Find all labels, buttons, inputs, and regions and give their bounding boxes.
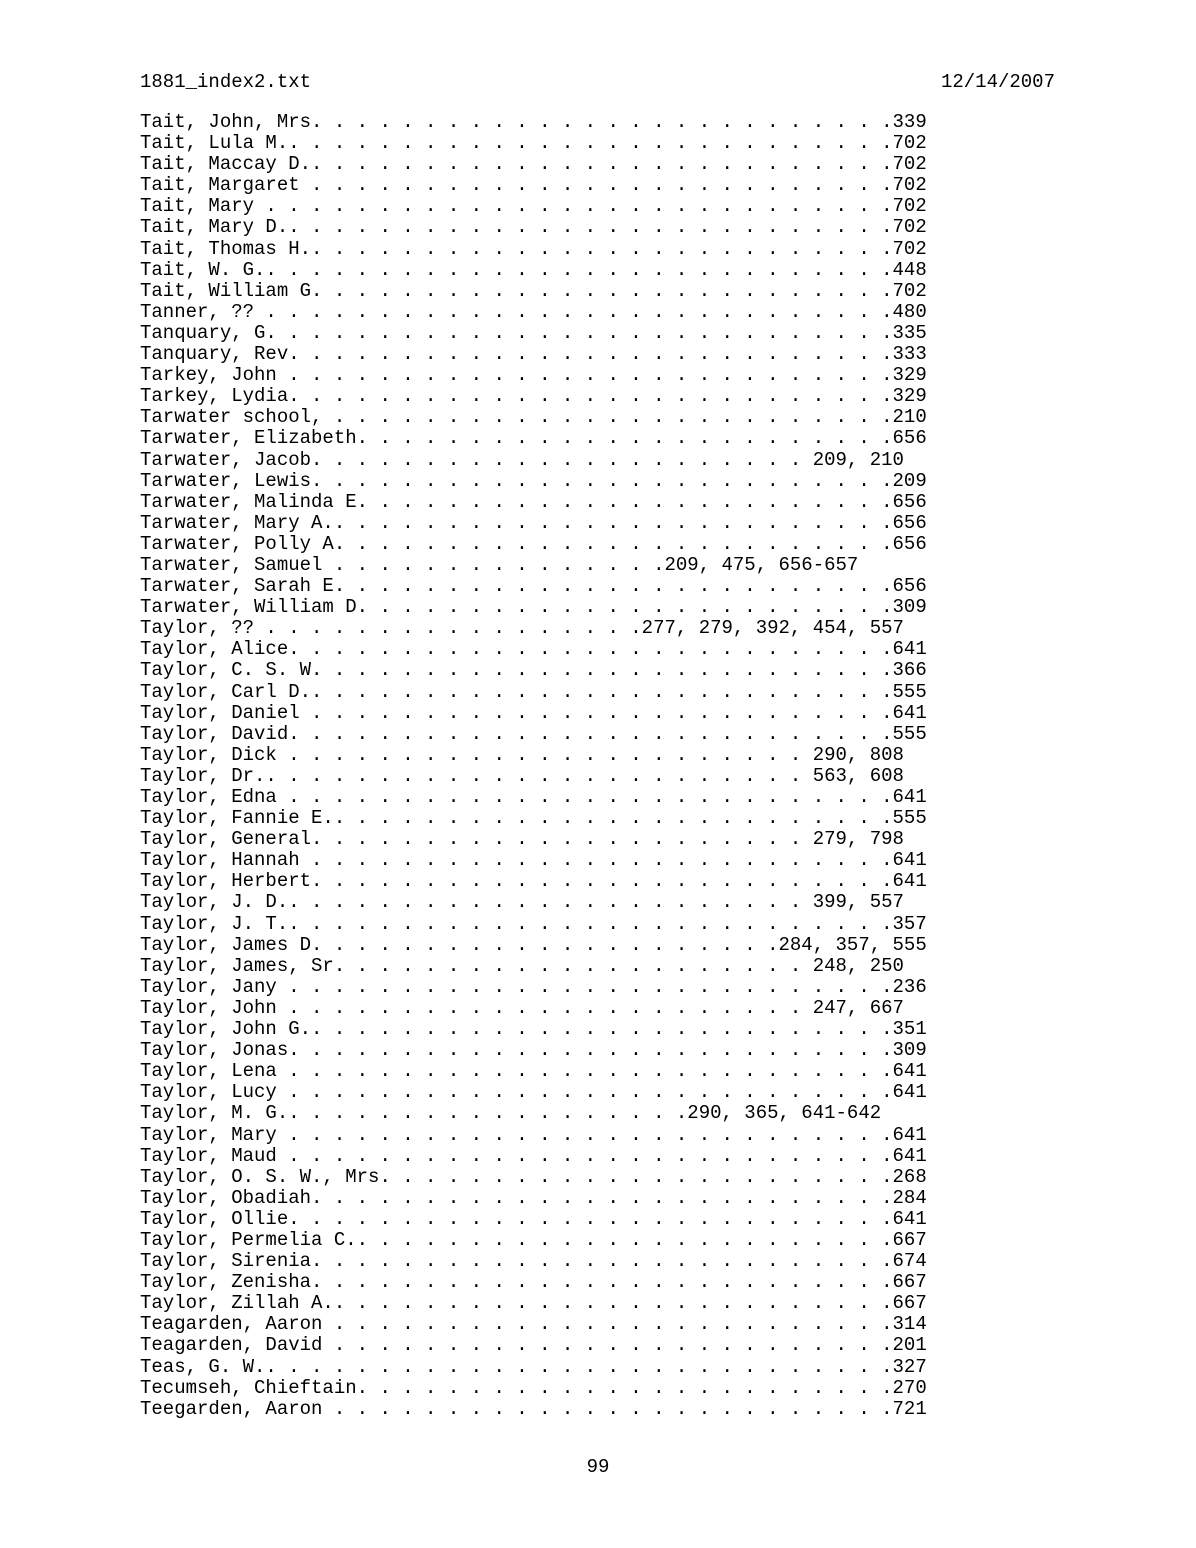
index-entry: Taylor, Sirenia. . . . . . . . . . . . . . . . . . . . . . . . . .674 [140, 1251, 927, 1273]
index-entry: Taylor, Jany . . . . . . . . . . . . . . . . . . . . . . . . . . .236 [140, 976, 927, 998]
index-entry: Taylor, Daniel . . . . . . . . . . . . . . . . . . . . . . . . . .641 [140, 702, 927, 724]
index-entry: Taylor, Maud . . . . . . . . . . . . . . . . . . . . . . . . . . .641 [140, 1145, 927, 1167]
index-entry: Taylor, Ollie. . . . . . . . . . . . . . . . . . . . . . . . . . .641 [140, 1208, 927, 1230]
index-entry: Taylor, James D. . . . . . . . . . . . . . . . . . . . .284, 357, 555 [140, 934, 927, 956]
index-entry: Taylor, James, Sr. . . . . . . . . . . . . . . . . . . . . 248, 250 [140, 955, 904, 977]
index-entry: Tarwater school, . . . . . . . . . . . . . . . . . . . . . . . . .210 [140, 407, 927, 429]
index-entry: Taylor, Jonas. . . . . . . . . . . . . . . . . . . . . . . . . . .309 [140, 1040, 927, 1062]
index-entry: Taylor, Alice. . . . . . . . . . . . . . . . . . . . . . . . . . .641 [140, 639, 927, 661]
index-entry: Taylor, ?? . . . . . . . . . . . . . . . . .277, 279, 392, 454, 557 [140, 618, 904, 640]
index-entry: Tait, Thomas H.. . . . . . . . . . . . . . . . . . . . . . . . . .702 [140, 238, 927, 260]
index-entry: Taylor, Dick . . . . . . . . . . . . . . . . . . . . . . . 290, 808 [140, 744, 904, 766]
index-entry: Tait, Lula M.. . . . . . . . . . . . . . . . . . . . . . . . . . .702 [140, 133, 927, 155]
index-entry: Taylor, Hannah . . . . . . . . . . . . . . . . . . . . . . . . . .641 [140, 850, 927, 872]
index-entry: Tarkey, John . . . . . . . . . . . . . . . . . . . . . . . . . . .329 [140, 365, 927, 387]
index-entry: Taylor, Lena . . . . . . . . . . . . . . . . . . . . . . . . . . .641 [140, 1061, 927, 1083]
index-entry: Tanner, ?? . . . . . . . . . . . . . . . . . . . . . . . . . . . .480 [140, 301, 927, 323]
index-entry: Taylor, David. . . . . . . . . . . . . . . . . . . . . . . . . . .555 [140, 723, 927, 745]
index-entry: Tait, Mary . . . . . . . . . . . . . . . . . . . . . . . . . . . .702 [140, 196, 927, 218]
index-entry: Taylor, Fannie E.. . . . . . . . . . . . . . . . . . . . . . . . .555 [140, 808, 927, 830]
index-entry: Tarwater, Mary A.. . . . . . . . . . . . . . . . . . . . . . . . .656 [140, 512, 927, 534]
index-entry: Tarwater, Elizabeth. . . . . . . . . . . . . . . . . . . . . . . .656 [140, 428, 927, 450]
header-date: 12/14/2007 [940, 71, 1055, 93]
page-number: 99 [586, 1456, 610, 1478]
index-entry: Teagarden, Aaron . . . . . . . . . . . . . . . . . . . . . . . . .314 [140, 1314, 927, 1336]
index-entry: Taylor, Permelia C.. . . . . . . . . . . . . . . . . . . . . . . .667 [140, 1229, 927, 1251]
index-entry: Taylor, Dr.. . . . . . . . . . . . . . . . . . . . . . . . 563, 608 [140, 765, 904, 787]
index-entry: Taylor, Obadiah. . . . . . . . . . . . . . . . . . . . . . . . . .284 [140, 1187, 927, 1209]
page-header [140, 70, 1055, 94]
index-entry: Taylor, C. S. W. . . . . . . . . . . . . . . . . . . . . . . . . .366 [140, 660, 927, 682]
index-entry: Tait, Margaret . . . . . . . . . . . . . . . . . . . . . . . . . .702 [140, 175, 927, 197]
index-entry: Tecumseh, Chieftain. . . . . . . . . . . . . . . . . . . . . . . .270 [140, 1377, 927, 1399]
index-entry: Taylor, Edna . . . . . . . . . . . . . . . . . . . . . . . . . . .641 [140, 787, 927, 808]
index-entry: Taylor, John G.. . . . . . . . . . . . . . . . . . . . . . . . . .351 [140, 1019, 927, 1041]
index-entry: Taylor, Zillah A.. . . . . . . . . . . . . . . . . . . . . . . . .667 [140, 1293, 927, 1315]
index-entry: Taylor, J. D.. . . . . . . . . . . . . . . . . . . . . . . 399, 557 [140, 892, 904, 914]
index-entry: Tarkey, Lydia. . . . . . . . . . . . . . . . . . . . . . . . . . .329 [140, 386, 927, 408]
index-entry: Tarwater, Sarah E. . . . . . . . . . . . . . . . . . . . . . . . .656 [140, 576, 927, 598]
index-entry: Teegarden, Aaron . . . . . . . . . . . . . . . . . . . . . . . . .721 [140, 1398, 927, 1420]
index-entry: Tait, Mary D.. . . . . . . . . . . . . . . . . . . . . . . . . . .702 [140, 217, 927, 239]
index-entry: Taylor, Zenisha. . . . . . . . . . . . . . . . . . . . . . . . . .667 [140, 1272, 927, 1294]
index-entry: Taylor, General. . . . . . . . . . . . . . . . . . . . . . 279, 798 [140, 829, 904, 851]
file-name: 1881_index2.txt [140, 71, 312, 93]
index-entry: Tait, William G. . . . . . . . . . . . . . . . . . . . . . . . . .702 [140, 280, 927, 302]
index-entry: Taylor, J. T.. . . . . . . . . . . . . . . . . . . . . . . . . . .357 [140, 913, 927, 935]
index-entry: Tarwater, Jacob. . . . . . . . . . . . . . . . . . . . . . 209, 210 [140, 449, 904, 471]
index-entry: Taylor, Lucy . . . . . . . . . . . . . . . . . . . . . . . . . . .641 [140, 1082, 927, 1104]
index-entry: Tarwater, William D. . . . . . . . . . . . . . . . . . . . . . . .309 [140, 597, 927, 619]
index-entry: Teas, G. W.. . . . . . . . . . . . . . . . . . . . . . . . . . . .327 [140, 1356, 927, 1378]
index-entry: Taylor, O. S. W., Mrs. . . . . . . . . . . . . . . . . . . . . . .268 [140, 1166, 927, 1188]
index-entry: Taylor, John . . . . . . . . . . . . . . . . . . . . . . . 247, 667 [140, 997, 904, 1019]
index-entry: Tarwater, Samuel . . . . . . . . . . . . . . .209, 475, 656-657 [140, 554, 859, 576]
index-entry-list [140, 112, 1040, 1420]
index-entry: Tarwater, Malinda E. . . . . . . . . . . . . . . . . . . . . . . .656 [140, 491, 927, 513]
index-entry: Teagarden, David . . . . . . . . . . . . . . . . . . . . . . . . .201 [140, 1335, 927, 1357]
index-entry: Tait, Maccay D.. . . . . . . . . . . . . . . . . . . . . . . . . .702 [140, 154, 927, 176]
index-entry: Tarwater, Lewis. . . . . . . . . . . . . . . . . . . . . . . . . .209 [140, 470, 927, 492]
index-entry: Taylor, Carl D.. . . . . . . . . . . . . . . . . . . . . . . . . .555 [140, 681, 927, 703]
index-entry: Tarwater, Polly A. . . . . . . . . . . . . . . . . . . . . . . . .656 [140, 533, 927, 555]
index-entry: Tanquary, G. . . . . . . . . . . . . . . . . . . . . . . . . . . .335 [140, 322, 927, 344]
index-entry: Tait, John, Mrs. . . . . . . . . . . . . . . . . . . . . . . . . .339 [140, 112, 927, 133]
index-entry: Tanquary, Rev. . . . . . . . . . . . . . . . . . . . . . . . . . .333 [140, 344, 927, 366]
index-entry: Taylor, Mary . . . . . . . . . . . . . . . . . . . . . . . . . . .641 [140, 1124, 927, 1146]
index-entry: Tait, W. G.. . . . . . . . . . . . . . . . . . . . . . . . . . . .448 [140, 259, 927, 281]
index-entry: Taylor, Herbert. . . . . . . . . . . . . . . . . . . . . . . . . .641 [140, 871, 927, 893]
index-entry: Taylor, M. G.. . . . . . . . . . . . . . . . . .290, 365, 641-642 [140, 1103, 882, 1125]
